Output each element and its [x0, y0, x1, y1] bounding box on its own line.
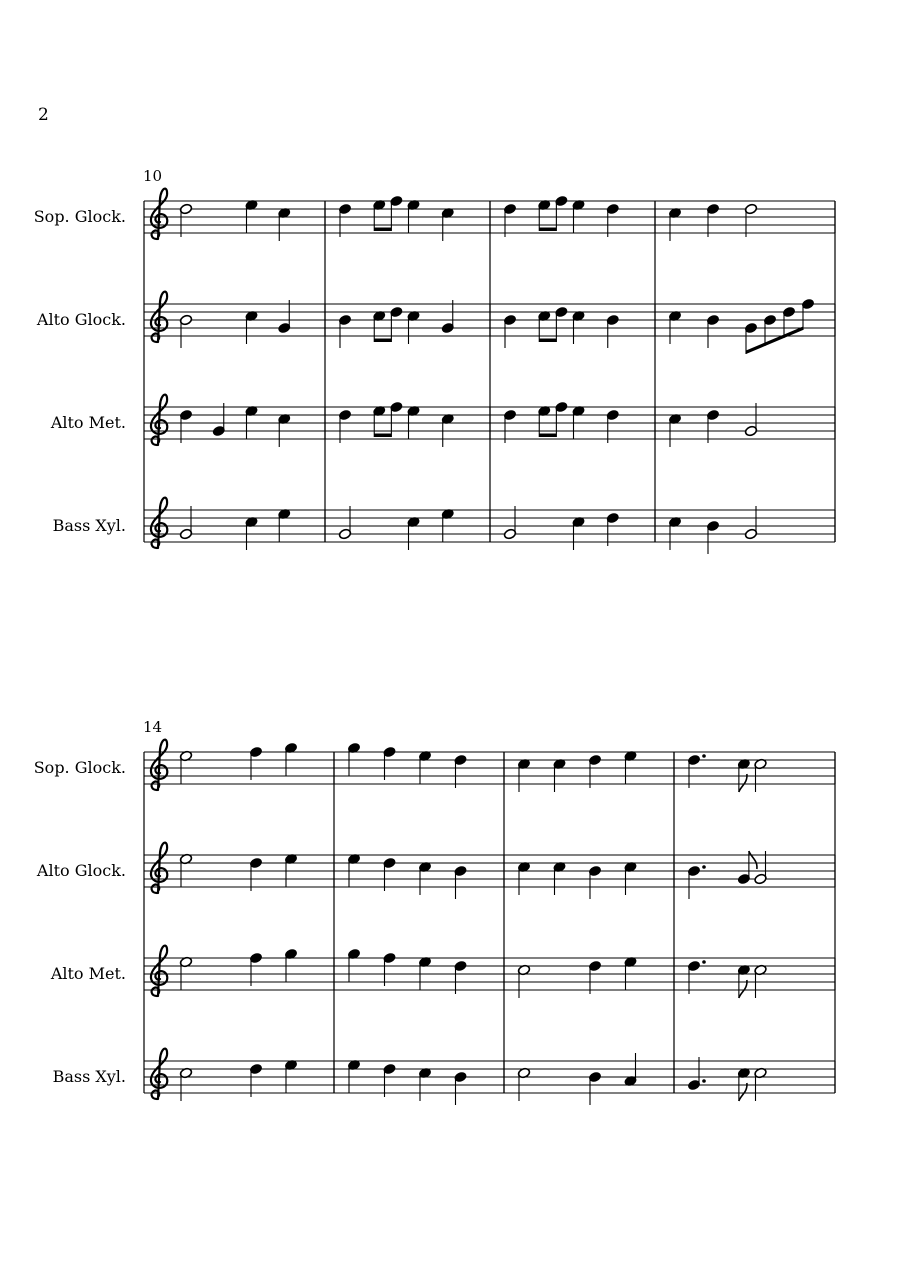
staff: [34, 189, 835, 241]
measure-number: 10: [143, 167, 163, 185]
note: [338, 203, 351, 237]
note: [668, 516, 681, 550]
flag: [739, 774, 747, 792]
note: [383, 1063, 396, 1097]
measure-number: 14: [143, 718, 163, 736]
note: [588, 960, 601, 994]
note: [245, 405, 258, 439]
beam: [539, 228, 556, 232]
staff: [36, 843, 835, 899]
note: [179, 506, 192, 540]
note: [418, 861, 431, 895]
note: [212, 403, 225, 437]
beam: [374, 434, 391, 438]
note: [744, 403, 757, 437]
instrument-label: Alto Glock.: [36, 310, 126, 329]
instrument-label: Alto Met.: [50, 964, 126, 983]
staff: [53, 498, 835, 554]
beam: [539, 434, 556, 438]
note: [454, 865, 467, 899]
note: [572, 516, 585, 550]
note: [744, 506, 757, 540]
note: [706, 520, 719, 554]
note: [624, 1053, 637, 1087]
note: [668, 413, 681, 447]
treble-clef-icon: [151, 189, 167, 239]
note: [503, 203, 516, 237]
note: [249, 746, 262, 780]
note: [517, 758, 530, 792]
note: [284, 1059, 297, 1093]
note: [278, 508, 291, 542]
flag: [749, 851, 757, 869]
note: [588, 865, 601, 899]
note: [441, 413, 454, 447]
note: [245, 199, 258, 233]
note: [179, 409, 192, 443]
beam: [374, 339, 391, 343]
note: [249, 952, 262, 986]
note: [754, 1067, 767, 1101]
note: [278, 413, 291, 447]
note: [687, 865, 705, 899]
instrument-label: Bass Xyl.: [52, 1067, 126, 1086]
note: [179, 314, 192, 348]
note: [179, 853, 192, 887]
instrument-label: Bass Xyl.: [52, 516, 126, 535]
treble-clef-icon: [151, 498, 167, 548]
note: [754, 964, 767, 998]
note: [517, 1067, 530, 1101]
note: [737, 851, 757, 885]
augmentation-dot: [702, 754, 706, 758]
note: [754, 758, 767, 792]
note: [284, 948, 297, 982]
note: [441, 207, 454, 241]
instrument-label: Alto Met.: [50, 413, 126, 432]
note: [284, 742, 297, 776]
instrument-label: Sop. Glock.: [33, 758, 126, 777]
note: [249, 1063, 262, 1097]
treble-clef-icon: [151, 946, 167, 996]
note: [454, 754, 467, 788]
flag: [739, 980, 747, 998]
note: [383, 857, 396, 891]
note: [407, 199, 420, 233]
staff: [36, 292, 835, 354]
note: [454, 960, 467, 994]
note: [338, 314, 351, 348]
note: [553, 861, 566, 895]
note: [588, 754, 601, 788]
treble-clef-icon: [151, 740, 167, 790]
treble-clef-icon: [151, 1049, 167, 1099]
note: [179, 750, 192, 784]
note: [245, 516, 258, 550]
systems: [34, 167, 835, 1105]
note: [553, 758, 566, 792]
note: [407, 516, 420, 550]
note: [624, 750, 637, 784]
note: [572, 405, 585, 439]
note: [179, 956, 192, 990]
note: [441, 300, 454, 334]
page-number: 2: [38, 105, 49, 125]
note: [572, 310, 585, 344]
instrument-label: Sop. Glock.: [33, 207, 126, 226]
beam: [539, 339, 556, 343]
treble-clef-icon: [151, 292, 167, 342]
note: [572, 199, 585, 233]
system: [34, 718, 835, 1105]
treble-clef-icon: [151, 395, 167, 445]
note: [687, 754, 705, 788]
note: [338, 409, 351, 443]
note: [418, 956, 431, 990]
note: [517, 964, 530, 998]
note: [737, 758, 750, 792]
treble-clef-icon: [151, 843, 167, 893]
note: [706, 314, 719, 348]
note: [668, 310, 681, 344]
note: [245, 310, 258, 344]
note: [441, 508, 454, 542]
note: [407, 405, 420, 439]
staff: [53, 1049, 835, 1105]
note: [179, 203, 192, 237]
note: [503, 314, 516, 348]
note: [284, 853, 297, 887]
flag: [739, 1083, 747, 1101]
note: [503, 506, 516, 540]
note: [668, 207, 681, 241]
staff: [50, 946, 835, 998]
note: [407, 310, 420, 344]
note: [503, 409, 516, 443]
note: [347, 1059, 360, 1093]
note: [737, 964, 750, 998]
staff: [50, 395, 835, 447]
note: [687, 960, 705, 994]
note: [278, 207, 291, 241]
augmentation-dot: [702, 865, 706, 869]
note: [606, 203, 619, 237]
note: [706, 409, 719, 443]
note: [624, 956, 637, 990]
note: [754, 851, 767, 885]
note: [517, 861, 530, 895]
instrument-label: Alto Glock.: [36, 861, 126, 880]
note: [744, 203, 757, 237]
note: [347, 948, 360, 982]
note: [687, 1057, 705, 1091]
note: [606, 314, 619, 348]
system: [34, 167, 835, 554]
note: [588, 1071, 601, 1105]
note: [737, 1067, 750, 1101]
note: [454, 1071, 467, 1105]
note: [383, 746, 396, 780]
note: [249, 857, 262, 891]
note: [706, 203, 719, 237]
note: [418, 1067, 431, 1101]
note: [606, 409, 619, 443]
staff: [34, 740, 835, 792]
note: [383, 952, 396, 986]
note: [418, 750, 431, 784]
augmentation-dot: [702, 960, 706, 964]
note: [606, 512, 619, 546]
note: [347, 853, 360, 887]
note: [179, 1067, 192, 1101]
beam: [374, 228, 391, 232]
augmentation-dot: [702, 1079, 706, 1083]
note: [338, 506, 351, 540]
note: [624, 861, 637, 895]
note: [347, 742, 360, 776]
note: [278, 300, 291, 334]
